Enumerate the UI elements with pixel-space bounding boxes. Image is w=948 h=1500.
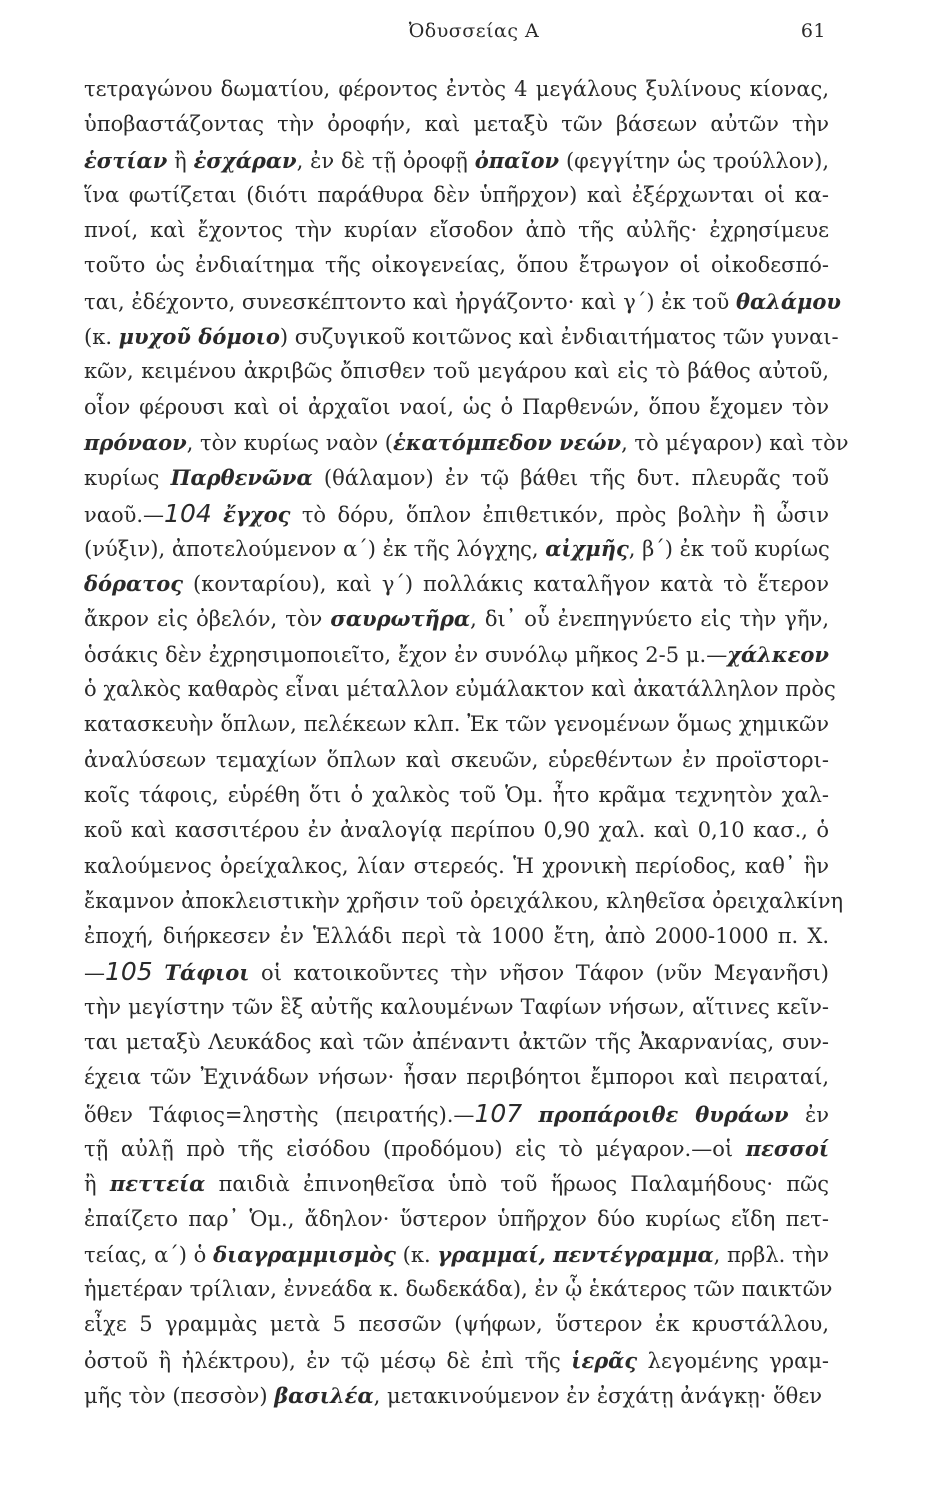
text-run: λεγομένης γραμ- [637,1348,829,1373]
running-head [0,20,948,44]
text-line [84,1096,829,1131]
text-line [84,954,829,989]
text-run: οἷον φέρουσι καὶ οἱ ἀρχαῖοι ναοί, ὡς ὁ Παρθενών, ὅπου ἔχομεν τὸν [84,394,829,419]
verse-number: 105 [105,957,153,987]
text-run: ἐπαίζετο παρ᾿ Ὁμ., ἄδηλον· ὕστερον ὑπῆρχον δύο κυρίως εἴδη πετ- [84,1206,829,1231]
lemma-term: ἑστίαν [84,147,168,173]
text-run: ἄκρον εἰς ὀβελόν, τὸν [84,607,331,632]
text-run: κοῦ καὶ κασσιτέρου ἐν ἀναλογίᾳ περίπου 0,90 χαλ. καὶ 0,10 κασ., ὁ [84,818,829,843]
text-run: ὁσάκις δὲν ἐχρησιμοποιεῖτο, ἔχον ἐν συνόλῳ μῆκος 2-5 μ.— [84,642,728,667]
text-run: ὁ χαλκὸς καθαρὸς εἶναι μέταλλον εὐμάλακτον καὶ ἀκατάλληλον πρὸς [84,677,836,702]
text-run: οἱ κατοικοῦντες τὴν νῆσον Τάφον (νῦν Μεγανῆσι) [249,961,829,986]
text-line [84,354,829,389]
lemma-term: διαγραμμισμὸς [213,1241,396,1267]
text-line [84,1378,829,1413]
text-run: ναοῦ.— [84,502,165,527]
text-line [84,107,829,142]
text-line [84,743,829,778]
text-line [84,1202,829,1237]
text-line [84,460,829,495]
text-run: , πρβλ. τὴν [713,1242,829,1267]
text-line [84,425,849,460]
text-run: ὀστοῦ ἢ ἠλέκτρου), ἐν τῷ μέσῳ δὲ ἐπὶ τῆς [84,1348,572,1373]
text-run: ται μεταξὺ Λευκάδος καὶ τῶν ἀπέναντι ἀκτῶν τῆς Ἀκαρνανίας, συν- [84,1030,829,1055]
text-run [153,961,165,985]
text-line [84,778,829,813]
text-run: καλούμενος ὀρείχαλκος, λίαν στερεός. Ἡ χρονικὴ περίοδος, καθ᾿ ἣν [84,853,829,878]
lemma-term: ἔγχος [223,501,291,527]
lemma-term: ἑκατόμπεδον νεών [392,429,622,455]
text-run: κῶν, κειμένου ἀκριβῶς ὄπισθεν τοῦ μεγάρου καὶ εἰς τὸ βάθος αὐτοῦ, [84,359,829,384]
lemma-term: πεττεία [109,1171,206,1197]
verse-number: 104 [164,498,212,528]
lemma-term: ἐσχάραν [193,147,297,173]
text-run: τῇ αὐλῇ πρὸ τῆς εἰσόδου (προδόμου) εἰς τὸ μέγαρον.—οἱ [84,1136,746,1161]
text-run: , ἐν δὲ τῇ ὀροφῇ [296,148,475,173]
text-line [84,637,829,672]
lemma-term: πρόναον [84,429,187,455]
text-run: (κ. [84,325,119,350]
lemma-term: Τάφιοι [164,960,250,986]
lemma-term: μυχοῦ δόμοιο [118,324,280,350]
verse-number: 107 [474,1098,523,1128]
text-run: εἶχε 5 γραμμὰς μετὰ 5 πεσσῶν (ψήφων, ὕστερον ἐκ κρυστάλλου, [84,1312,829,1337]
text-line [84,1343,829,1378]
text-run: τὸ δόρυ, ὅπλον ἐπιθετικόν, πρὸς βολὴν ἢ ὦσιν [290,502,829,527]
text-run: (κονταρίου), καὶ γ΄) πολλάκις καταλῆγον κατὰ τὸ ἕτερον [183,572,829,597]
text-run: μῆς τὸν (πεσσὸν) [84,1383,275,1408]
commentary-text [84,72,849,1413]
text-line [84,178,829,213]
lemma-term: αἰχμῆς [545,535,629,561]
text-run: τοῦτο ὡς ἐνδιαίτημα τῆς οἰκογενείας, ὅπου ἔτρωγον οἱ οἰκοδεσπό- [84,253,829,278]
page-number: 61 [800,20,826,42]
text-line [84,143,829,178]
text-run: , τὸν κυρίως ναὸν ( [186,430,393,455]
text-run: (θάλαμον) ἐν τῷ βάθει τῆς δυτ. πλευρᾶς τοῦ [312,466,830,491]
text-line [84,531,829,566]
text-run [522,1103,538,1127]
text-run: (κ. [395,1242,438,1267]
running-head-title: Ὀδυσσείας Α [408,20,540,42]
lemma-term: χάλκεον [727,641,829,667]
text-run: , μετακινούμενον ἐν ἐσχάτῃ ἀνάγκῃ· ὅθεν [373,1383,822,1408]
lemma-term: δόρατος [84,571,184,597]
text-run: κατασκευὴν ὅπλων, πελέκεων κλπ. Ἐκ τῶν γενομένων ὅμως χημικῶν [84,712,829,737]
text-run [212,503,223,527]
lemma-term: προπάροιθε θυράων [538,1101,789,1127]
lemma-term: γραμμαί, πεντέγραμμα [437,1241,714,1267]
text-line [84,1025,829,1060]
text-line [84,1131,829,1166]
text-run: (φεγγίτην ὡς τρούλλον), [559,148,829,173]
text-line [84,319,839,354]
text-run: κοῖς τάφοις, εὑρέθη ὅτι ὁ χαλκὸς τοῦ Ὁμ. ἦτο κρᾶμα τεχνητὸν χαλ- [84,782,829,807]
text-line [84,672,836,707]
text-run: ἀναλύσεων τεμαχίων ὅπλων καὶ σκευῶν, εὑρεθέντων ἐν προϊστορι- [84,747,829,772]
text-run: ἐποχή, διήρκεσεν ἐν Ἑλλάδι περὶ τὰ 1000 ἔτη, ἀπὸ 2000-1000 π. Χ. [84,924,829,949]
text-line [84,707,829,742]
text-run: , τὸ μέγαρον) καὶ τὸν [621,430,849,455]
text-run: ἢ [84,1172,110,1197]
text-run: ται, ἐδέχοντο, συνεσκέπτοντο καὶ ἠργάζοντο· καὶ γ΄) ἐκ τοῦ [84,289,736,314]
lemma-term: θαλάμου [735,288,841,314]
text-run: , β΄) ἐκ τοῦ κυρίως [628,536,830,561]
lemma-term: Παρθενῶνα [170,465,313,491]
text-line [84,990,829,1025]
text-line [84,1307,829,1342]
text-line [84,496,829,531]
text-run: ) συζυγικοῦ κοιτῶνος καὶ ἐνδιαιτήματος τῶν γυναι- [279,325,839,350]
text-run: παιδιὰ ἐπινοηθεῖσα ὑπὸ τοῦ ἥρωος Παλαμήδους· πῶς [205,1172,830,1197]
text-line [84,884,844,919]
text-run: ἵνα φωτίζεται (διότι παράθυρα δὲν ὑπῆρχον) καὶ ἐξέρχωνται οἱ κα- [84,182,829,207]
text-line [84,601,829,636]
text-line [84,248,829,283]
text-run: τετραγώνου δωματίου, φέροντος ἐντὸς 4 μεγάλους ξυλίνους κίονας, [84,77,829,101]
text-line [84,284,841,319]
text-run: ἡμετέραν τρίλιαν, ἐννεάδα κ. δωδεκάδα), ἐν ᾧ ἑκάτερος τῶν παικτῶν [84,1277,833,1302]
text-line [84,72,829,107]
text-line [84,213,829,248]
text-run: ὅθεν Τάφιος=ληστὴς (πειρατής).— [84,1102,475,1127]
text-run: έχεια τῶν Ἐχινάδων νήσων· ἦσαν περιβόητοι ἔμποροι καὶ πειραταί, [84,1065,829,1090]
lemma-term: σαυρωτῆρα [330,606,471,632]
text-run: ἢ [167,148,194,173]
text-run: , δι᾿ οὗ ἐνεπηγνύετο εἰς τὴν γῆν, [470,607,829,632]
text-run: — [84,961,105,986]
lemma-term: βασιλέα [274,1382,374,1408]
text-run: (νύξιν), ἀποτελούμενον α΄) ἐκ τῆς λόγχης, [84,536,546,561]
text-run: κυρίως [84,466,171,491]
text-line [84,849,829,884]
text-line [84,1272,833,1307]
text-line [84,1166,829,1201]
text-line [84,566,829,601]
text-run: πνοί, καὶ ἔχοντος τὴν κυρίαν εἴσοδον ἀπὸ τῆς αὐλῆς· ἐχρησίμευε [84,218,829,243]
text-run: τείας, α΄) ὁ [84,1242,214,1267]
lemma-term: ἱερᾶς [571,1347,638,1373]
text-line [84,1060,829,1095]
lemma-term: πεσσοί [745,1135,829,1161]
text-line [84,1237,829,1272]
text-line [84,813,829,848]
text-run: τὴν μεγίστην τῶν ἓξ αὐτῆς καλουμένων Ταφίων νήσων, αἵτινες κεῖν- [84,994,829,1019]
text-run: ἐν [788,1102,829,1127]
text-line [84,390,829,425]
text-run: ὑποβαστάζοντας τὴν ὀροφήν, καὶ μεταξὺ τῶν βάσεων αὐτῶν τὴν [84,112,829,137]
text-line [84,919,829,954]
lemma-term: ὀπαῖον [474,147,560,173]
text-run: ἔκαμνον ἀποκλειστικὴν χρῆσιν τοῦ ὀρειχάλκου, κληθεῖσα ὀρειχαλκίνη [84,888,844,913]
